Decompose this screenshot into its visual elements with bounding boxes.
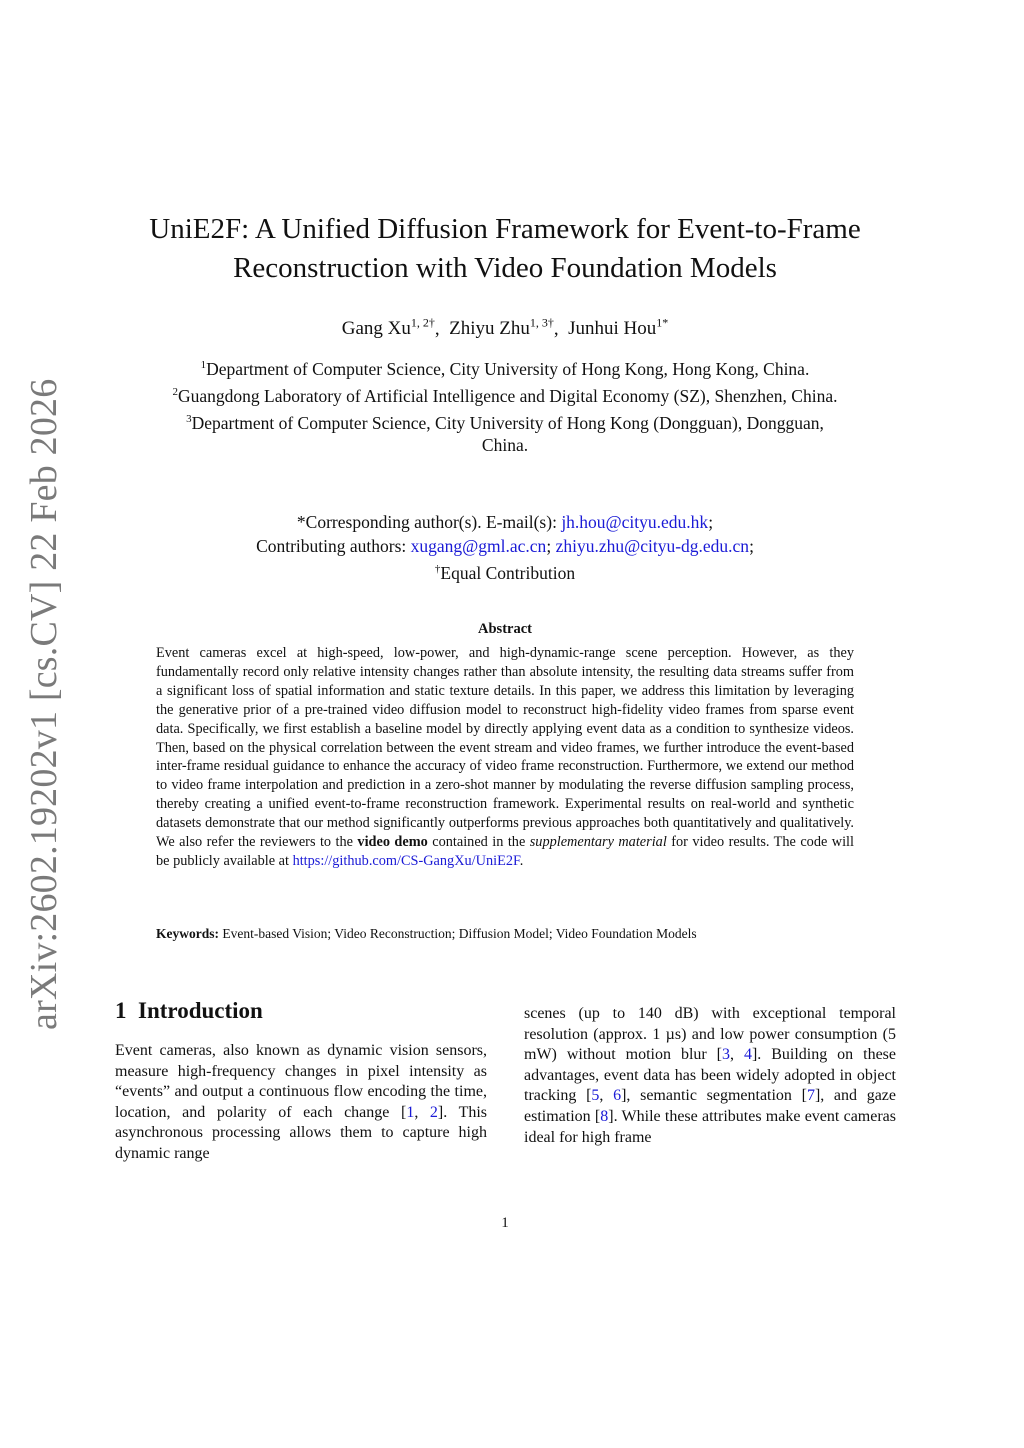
intro-right-column: scenes (up to 140 dB) with exceptional temporal resolution (approx. 1 µs) and low power consumption (5 mW) without motion blur [3, 4]. Building on these advantages, event data has been widely adopted in object tracking [5, 6], semantic segmentation [7], and gaze estimation [8]. While these attributes make event cameras ideal for high frame: [524, 1005, 897, 1146]
title-line-1: UniE2F: A Unified Diffusion Framework for Event-to-Frame: [149, 213, 861, 245]
citation-link-7[interactable]: 7: [806, 1087, 815, 1105]
keywords-line: Keywords: Event-based Vision; Video Reconstruction; Diffusion Model; Video Foundation Models: [156, 926, 697, 941]
equal-contribution-note: †Equal Contribution: [434, 562, 576, 583]
citation-link-6[interactable]: 6: [613, 1087, 622, 1105]
video-demo-emphasis: video demo: [357, 834, 428, 851]
supplementary-material-emphasis: supplementary material: [529, 834, 667, 851]
keywords-label: Keywords:: [156, 926, 219, 941]
author-1: Gang $Xu^{1, 2\dagger}$: [341, 316, 435, 340]
affiliations: [140, 354, 870, 457]
author-2: Zhiyu Zhu$^{1, 3\dagger}$: [449, 316, 554, 340]
citation-link-1[interactable]: 1: [406, 1103, 415, 1121]
corresponding-email-link[interactable]: jh.hou@cityu.edu.hk: [561, 512, 709, 532]
title-line-2: Reconstruction with Video Foundation Models: [233, 252, 777, 284]
citation-link-4[interactable]: 4: [743, 1046, 752, 1064]
abstract-body: Event cameras excel at high-speed, low-power, and high-dynamic-range scene perception. However, as they fundamentally record only relative intensity changes rather than absolute intensity, the resulting data streams suffer from a significant loss of spatial information and static texture details. In this paper, we address this limitation by leveraging the generative prior of a pre-trained video diffusion model to reconstruct high-fidelity video frames from sparse event data. Specifically, we first establish a baseline model by directly applying event data as a condition to synthesize videos. Then, based on the physical correlation between the event stream and video frames, we further introduce the event-based inter-frame residual guidance to enhance the accuracy of video frame reconstruction. Furthermore, we extend our method to video frame interpolation and prediction in a zero-shot manner by modulating the reverse diffusion sampling process, thereby creating a unified event-to-frame reconstruction framework. Experimental results on real-world and synthetic datasets demonstrate that our method significantly outperforms previous approaches both quantitatively and qualitatively. We also refer the reviewers to the video demo contained in the supplementary material for video results. The code will be publicly available at https://github.com/CS-GangXu/UniE2F.: [156, 645, 855, 869]
code-url-link[interactable]: https://github.com/CS-GangXu/UniE2F: [292, 852, 520, 869]
page-number: 1: [501, 1215, 509, 1231]
citation-link-2[interactable]: 2: [429, 1103, 438, 1121]
affiliation-3: $^3$Department of Computer Science, City University of Hong Kong (Dongguan), Dongguan, China.: [186, 412, 824, 456]
arxiv-identifier-stamp: arXiv:2602.19202v1 [cs.CV] 22 Feb 2026: [23, 378, 65, 1030]
contributing-email-link-1[interactable]: xugang@gml.ac.cn: [410, 535, 547, 556]
section-heading-introduction: 1 Introduction: [115, 998, 263, 1023]
paper-title: [110, 210, 900, 288]
citation-link-3[interactable]: 3: [722, 1046, 730, 1064]
intro-left-column: Event cameras, also known as dynamic vision sensors, measure high-frequency changes in pixel intensity as “events” and output a continuous flow encoding the time, location, and polarity of each change [1, 2]. This asynchronous processing allows them to capture high dynamic range: [115, 1042, 488, 1162]
contact-block: [110, 511, 900, 585]
citation-link-5[interactable]: 5: [591, 1087, 600, 1105]
affiliation-2: $^2$Guangdong Laboratory of Artificial Intelligence and Digital Economy (SZ), Shenzhen, China.: [172, 385, 838, 406]
citation-link-8[interactable]: 8: [600, 1107, 609, 1125]
author-list: Gang $Xu^{1, 2\dagger}$, Zhiyu Zhu$^{1, 3\dagger}$, Junhui Hou$^{1*}$: [341, 316, 669, 340]
affiliation-1: $^1$Department of Computer Science, City University of Hong Kong, Hong Kong, China.: [200, 358, 810, 379]
contributing-authors: Contributing authors: xugang@gml.ac.cn; zhiyu.zhu@cityu-dg.edu.cn;: [256, 535, 754, 556]
contributing-email-link-2[interactable]: zhiyu.zhu@cityu-dg.edu.cn: [555, 535, 750, 556]
abstract-heading: Abstract: [478, 621, 532, 637]
author-3: Junhui Hou$^{1*}$: [568, 316, 669, 340]
corresponding-author: *Corresponding author(s). E-mail(s): jh.hou@cityu.edu.hk;: [296, 512, 714, 532]
